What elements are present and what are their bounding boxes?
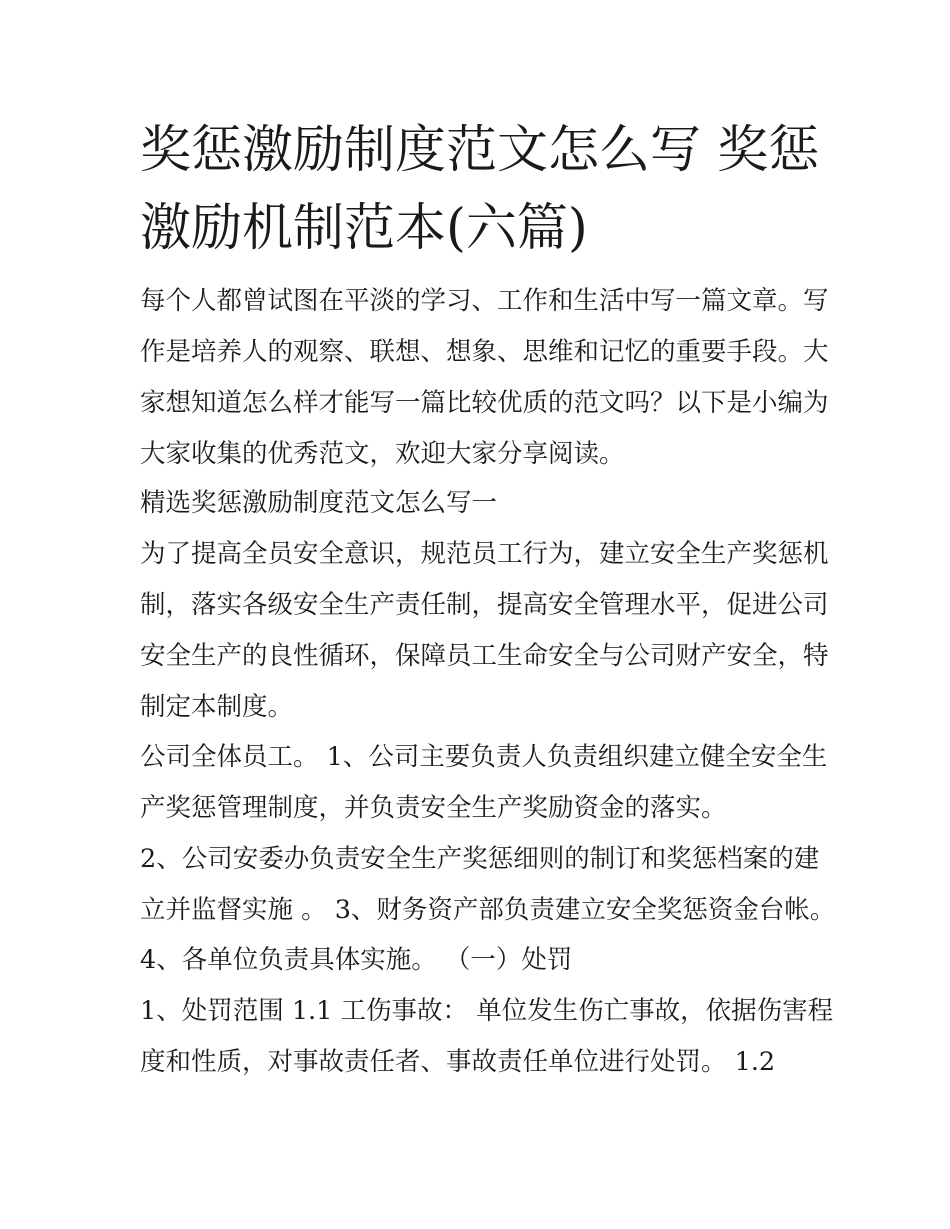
- paragraph-line-5: 公司全体员工。 1、公司主要负责人负责组织建立健全安全生: [140, 742, 828, 772]
- paragraph-line-11: 度和性质，对事故责任者、事故责任单位进行处罚。 1.2: [140, 1047, 776, 1077]
- paragraph-line-6: 产奖惩管理制度，并负责安全生产奖励资金的落实。: [140, 793, 727, 823]
- paragraph-line-9: 4、各单位负责具体实施。 （一）处罚: [140, 945, 573, 975]
- paragraph-line-1: 为了提高全员安全意识，规范员工行为，建立安全生产奖惩机: [140, 539, 829, 569]
- document-title: [140, 112, 820, 268]
- paragraph-line-2: 制，落实各级安全生产责任制，提高安全管理水平，促进公司: [140, 590, 829, 620]
- intro-line-3: 家想知道怎么样才能写一篇比较优质的范文吗？以下是小编为: [140, 388, 829, 418]
- title-line-1: 奖惩激励制度范文怎么写 奖惩: [140, 121, 820, 180]
- intro-line-2: 作是培养人的观察、联想、想象、思维和记忆的重要手段。大: [140, 337, 829, 367]
- section-heading: 精选奖惩激励制度范文怎么写一: [140, 488, 498, 518]
- paragraph-line-10: 1、处罚范围 1.1 工伤事故： 单位发生伤亡事故，依据伤害程: [140, 996, 834, 1026]
- paragraph-line-8: 立并监督实施 。 3、财务资产部负责建立安全奖惩资金台帐。: [140, 895, 836, 925]
- paragraph-line-4: 制定本制度。: [140, 692, 294, 722]
- intro-line-4: 大家收集的优秀范文，欢迎大家分享阅读。: [140, 439, 625, 469]
- intro-line-1: 每个人都曾试图在平淡的学习、工作和生活中写一篇文章。写: [140, 286, 829, 316]
- title-line-2: 激励机制范本(六篇): [140, 199, 588, 258]
- paragraph-line-7: 2、公司安委办负责安全生产奖惩细则的制订和奖惩档案的建: [140, 844, 820, 874]
- paragraph-line-3: 安全生产的良性循环，保障员工生命安全与公司财产安全，特: [140, 641, 829, 671]
